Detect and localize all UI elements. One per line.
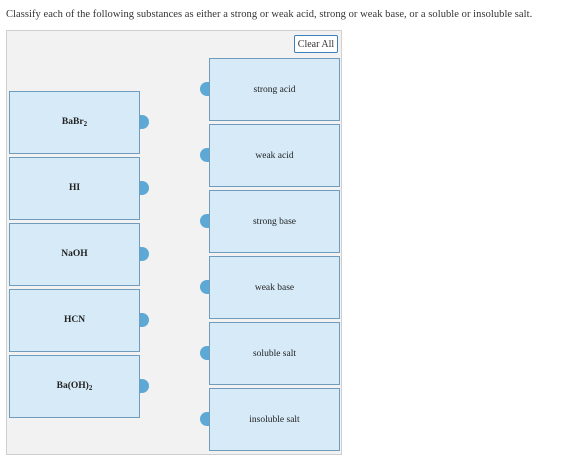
category-label: soluble salt [252,348,296,359]
substance-label: BaBr$_2$ [61,117,88,128]
substance-label: HCN [63,315,86,325]
category-label: weak acid [255,150,294,161]
category-connector-handle[interactable] [200,214,209,228]
category-label: strong acid [253,84,296,95]
category-connector-handle[interactable] [200,412,209,426]
category-target-insoluble-salt[interactable] [209,388,340,451]
clear-all-button[interactable]: Clear All [294,35,338,53]
category-target-weak-base[interactable] [209,256,340,319]
substance-label: NaOH [61,249,88,259]
category-connector-handle[interactable] [200,82,209,96]
category-label: weak base [254,282,295,293]
substance-label: $Ba(OH)_2$ [56,381,93,392]
category-connector-handle[interactable] [200,280,209,294]
category-connector-handle[interactable] [200,346,209,360]
substance-label: HI [68,183,81,193]
category-target-weak-acid[interactable] [209,124,340,187]
substance-item-babr2[interactable] [9,91,140,154]
substance-item-naoh[interactable] [9,223,140,286]
category-label: strong base [252,216,296,227]
category-target-strong-acid[interactable] [209,58,340,121]
substance-item-hcn[interactable] [9,289,140,352]
category-connector-handle[interactable] [200,148,209,162]
instructions-text: Classify each of the following substances as either a strong or weak acid, strong or weak base, or a soluble or insoluble salt. [6,9,533,20]
category-target-strong-base[interactable] [209,190,340,253]
category-target-soluble-salt[interactable] [209,322,340,385]
substance-item-baoh2[interactable] [9,355,140,418]
category-label: insoluble salt [249,414,300,425]
substance-item-hi[interactable] [9,157,140,220]
